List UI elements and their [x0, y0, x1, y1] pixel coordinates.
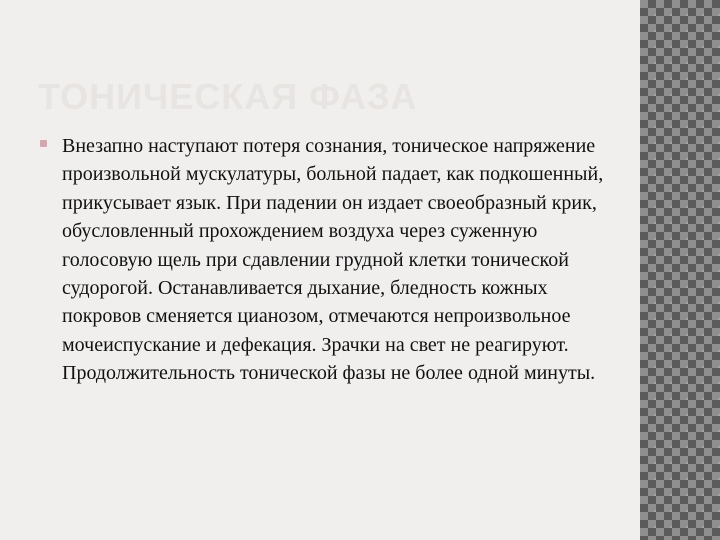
- bullet-text: Внезапно наступают потеря сознания, тоническое напряжение произвольной мускулатуры, больной падает, как подкошенный, прикусывает язык. При падении он издает своеобразный крик, обусловленный прохождением воздуха через суженную голосовую щель при сдавлении грудной клетки тонической судорогой. Останавливается дыхание, бледность кожных покровов сменяется цианозом, отмечаются непроизвольное мочеиспускание и дефекация. Зрачки на свет не реагируют. Продолжительность тонической фазы не более одной минуты.: [62, 135, 604, 385]
- slide-content: [40, 132, 610, 388]
- slide-title: ТОНИЧЕСКАЯ ФАЗА: [38, 76, 418, 117]
- square-bullet-icon: [40, 140, 47, 147]
- decorative-pattern-strip: [640, 0, 720, 540]
- bullet-item: [40, 132, 610, 388]
